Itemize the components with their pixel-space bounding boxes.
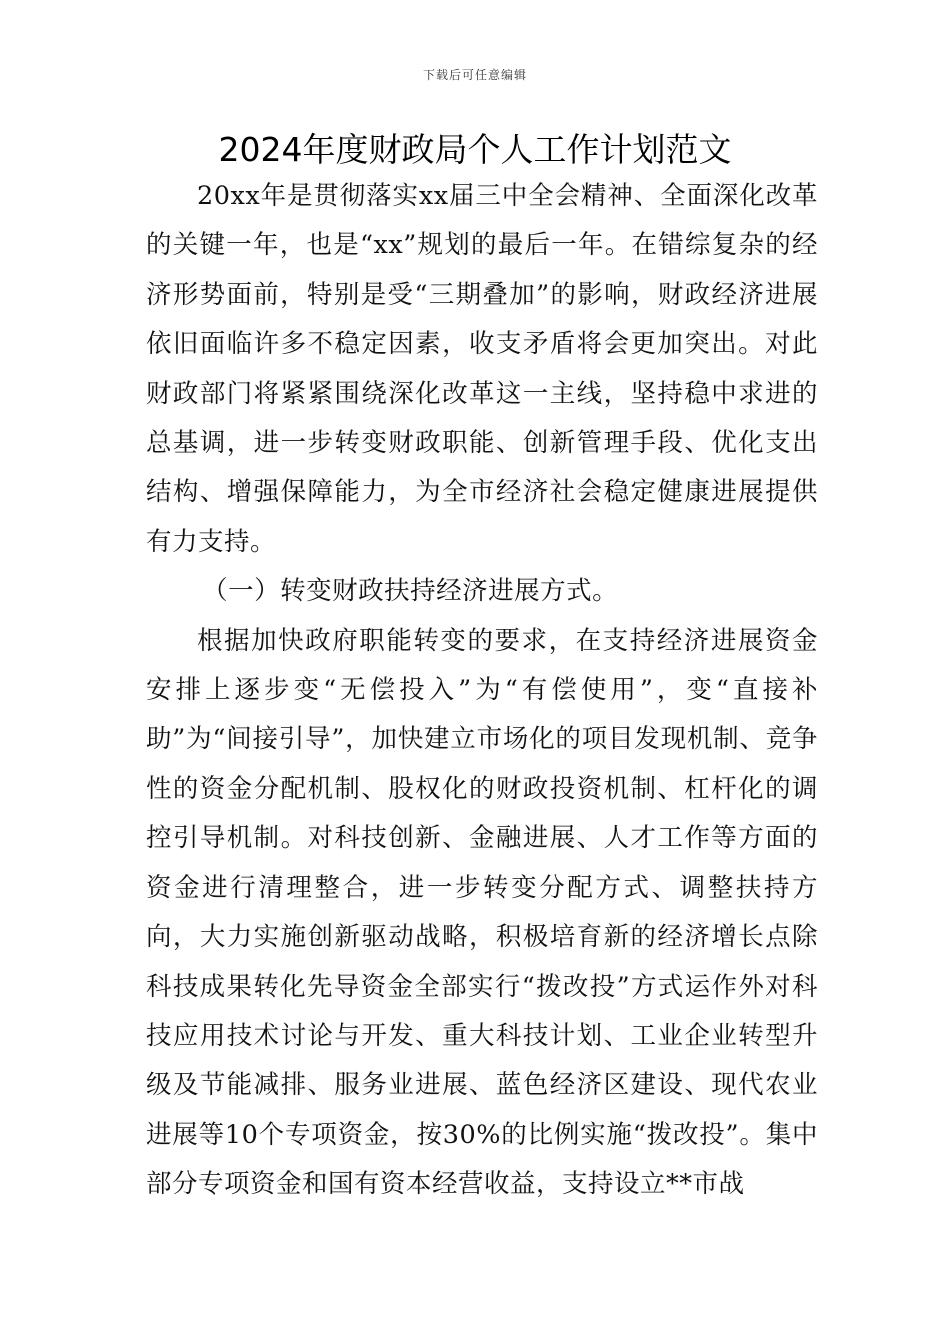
document-title: 2024年度财政局个人工作计划范文 xyxy=(218,130,732,169)
document-body xyxy=(146,172,818,1210)
section-heading: （一）转变财政扶持经济进展方式。 xyxy=(202,576,619,607)
paragraph-section-body: 根据加快政府职能转变的要求，在支持经济进展资金安排上逐步变“无偿投入”为“有偿使用”，变“直接补助”为“间接引导”，加快建立市场化的项目发现机制、竞争性的资金分配机制、股权化的财政投资机制、杠杆化的调控引导机制。对科技创新、金融进展、人才工作等方面的资金进行清理整合，进一步转变分配方式、调整扶持方向，大力实施创新驱动战略，积极培育新的经济增长点除科技成果转化先导资金全部实行“拨改投”方式运作外对科技应用技术讨论与开发、重大科技计划、工业企业转型升级及节能减排、服务业进展、蓝色经济区建设、现代农业进展等10个专项资金，按30%的比例实施“拨改投”。集中部分专项资金和国有资本经营收益，支持设立**市战 xyxy=(146,625,818,1200)
header-note: 下载后可任意编辑 xyxy=(422,68,527,82)
paragraph-intro: 20xx年是贯彻落实xx届三中全会精神、全面深化改革的关键一年，也是“xx”规划的最后一年。在错综复杂的经济形势面前，特别是受“三期叠加”的影响，财政经济进展依旧面临许多不稳定因素，收支矛盾将会更加突出。对此财政部门将紧紧围绕深化改革这一主线，坚持稳中求进的总基调，进一步转变财政职能、创新管理手段、优化支出结构、增强保障能力，为全市经济社会稳定健康进展提供有力支持。 xyxy=(146,181,818,557)
